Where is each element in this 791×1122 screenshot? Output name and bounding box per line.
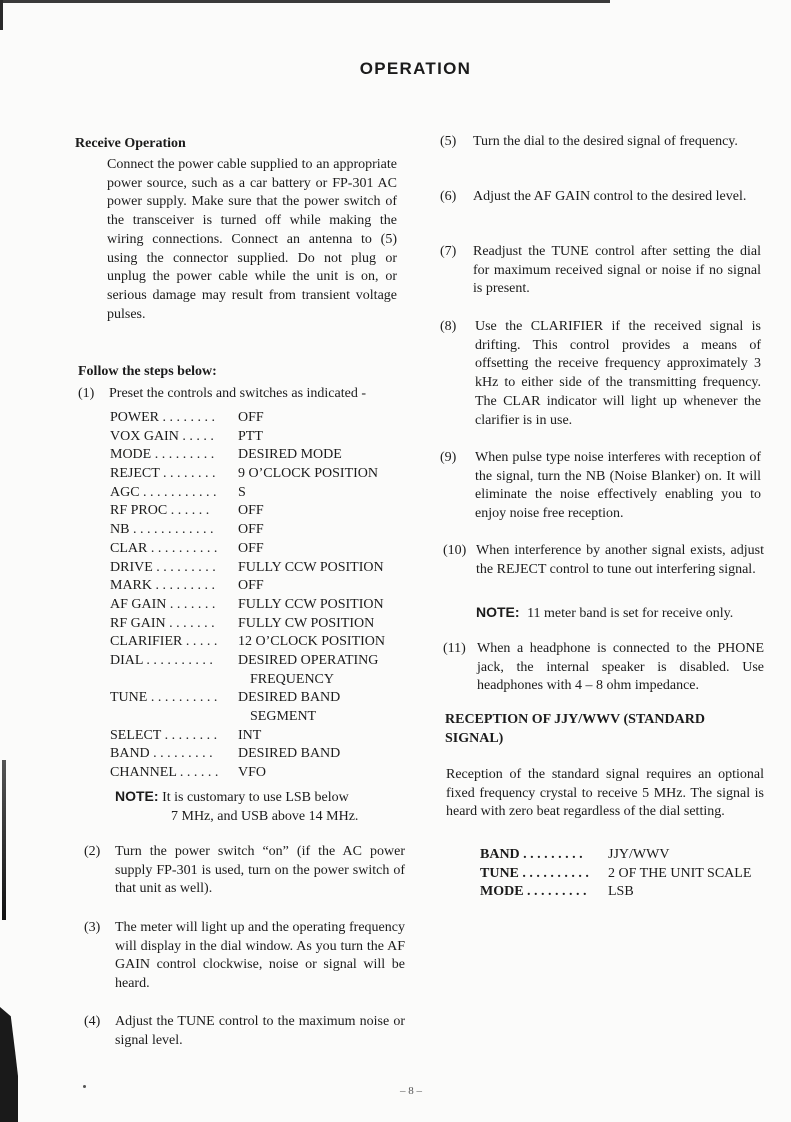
jjy-heading [445, 711, 745, 748]
control-settings-table [110, 409, 385, 783]
setting-row [110, 745, 385, 764]
setting-row [110, 521, 385, 540]
scan-edge-top [0, 0, 610, 3]
step-number: (4) [84, 1014, 101, 1029]
setting-row [110, 633, 385, 652]
setting-value: 9 O’CLOCK POSITION [238, 466, 378, 482]
setting-value: PTT [238, 428, 263, 444]
setting-label: NB . . . . . . . . . . . . [110, 522, 214, 538]
step-text: Turn the power switch “on” (if the AC power supply FP-301 is used, turn on the power switch of that unit as well). [115, 844, 405, 897]
jjy-paragraph: Reception of the standard signal requires an optional fixed frequency crystal to receive 5 MHz. The signal is heard with zero beat regardless of the dial setting. [446, 767, 764, 820]
setting-row [110, 764, 385, 783]
setting-value: DESIRED BAND [238, 746, 341, 762]
setting-value: LSB [608, 884, 634, 900]
setting-row-continued [110, 671, 385, 690]
setting-label: RF GAIN . . . . . . . [110, 615, 215, 631]
follow-steps-heading: Follow the steps below: [78, 364, 217, 379]
setting-label: DRIVE . . . . . . . . . [110, 559, 216, 575]
setting-row [110, 577, 385, 596]
note-text: It is customary to use LSB below [162, 790, 349, 805]
note-11m-band [476, 603, 776, 624]
setting-row-continued [110, 708, 385, 727]
jjy-heading-line1: RECEPTION OF JJY/WWV (STANDARD [445, 712, 705, 727]
scan-speck [83, 1085, 86, 1088]
binding-shadow [2, 760, 6, 920]
setting-label: DIAL . . . . . . . . . . [110, 652, 213, 668]
step-text: When a headphone is connected to the PHONE jack, the internal speaker is disabled. Use headphones with 4 – 8 ohm impedance. [477, 641, 764, 694]
step-text: When pulse type noise interferes with reception of the signal, turn the NB (Noise Blanker) on. It will eliminate the noise effectively enabling you to enjoy noise free reception. [475, 450, 761, 522]
setting-value: OFF [238, 522, 264, 538]
note-label: NOTE: [115, 788, 159, 804]
setting-value: FULLY CW POSITION [238, 615, 375, 631]
setting-label: REJECT . . . . . . . . [110, 466, 216, 482]
setting-label: TUNE . . . . . . . . . . [110, 690, 218, 706]
setting-value: DESIRED BAND [238, 690, 341, 706]
setting-value-continued: SEGMENT [250, 709, 317, 724]
setting-value: 2 OF THE UNIT SCALE [608, 865, 752, 881]
setting-value: DESIRED MODE [238, 447, 342, 463]
setting-row [110, 615, 385, 634]
setting-row [110, 559, 385, 578]
setting-value: DESIRED OPERATING [238, 652, 379, 668]
scan-edge-left [0, 0, 3, 30]
binding-edge [0, 1007, 18, 1122]
setting-value: JJY/WWV [608, 847, 670, 862]
note-text: 11 meter band is set for receive only. [527, 606, 734, 621]
setting-label: BAND . . . . . . . . . [110, 746, 213, 762]
step-text: Adjust the AF GAIN control to the desired level. [473, 189, 747, 204]
jjy-settings-table [480, 846, 751, 902]
setting-label: AF GAIN . . . . . . . [110, 596, 216, 612]
setting-row [110, 409, 385, 428]
setting-label: MODE . . . . . . . . . [110, 447, 215, 463]
receive-paragraph: Connect the power cable supplied to an appropriate power source, such as a car battery or FP-301 AC power supply. Make sure that the power switch of the transceiver is turned off while making the wiring connections. Connect an antenna to (5) using the connector supplied. Do not plug or unplug the power cable while the unit is on, or serious damage may result from transient voltage pulses. [107, 157, 397, 322]
step-text: Turn the dial to the desired signal of frequency. [473, 134, 738, 149]
step-text: When interference by another signal exists, adjust the REJECT control to tune out interfering signal. [476, 543, 764, 577]
step-number: (10) [443, 543, 467, 558]
receive-operation-heading: Receive Operation [75, 136, 186, 151]
setting-label: VOX GAIN . . . . . [110, 428, 214, 444]
step-number: (6) [440, 189, 457, 204]
step-text: Adjust the TUNE control to the maximum noise or signal level. [115, 1014, 405, 1048]
setting-value: VFO [238, 765, 267, 781]
setting-row [110, 502, 385, 521]
setting-label: BAND . . . . . . . . . [480, 847, 583, 862]
jjy-heading-line2: SIGNAL) [445, 730, 504, 746]
setting-value: INT [238, 727, 262, 743]
setting-label: CLARIFIER . . . . . [110, 634, 218, 650]
step-number: (2) [84, 844, 101, 859]
setting-value: OFF [238, 503, 264, 519]
step-number: (7) [440, 244, 457, 259]
setting-label: AGC . . . . . . . . . . . [110, 484, 217, 500]
setting-value: OFF [238, 578, 264, 594]
step-number: (1) [78, 386, 95, 401]
setting-value: OFF [238, 540, 264, 556]
setting-value: OFF [238, 410, 264, 425]
note-text-cont: 7 MHz, and USB above 14 MHz. [171, 808, 359, 824]
setting-value: FULLY CCW POSITION [238, 559, 384, 575]
setting-label: MARK . . . . . . . . . [110, 578, 216, 594]
setting-row [110, 652, 385, 671]
step-number: (9) [440, 450, 457, 465]
setting-row [110, 727, 385, 746]
setting-row [110, 596, 385, 615]
page-number: – 8 – [400, 1085, 422, 1097]
setting-label: CLAR . . . . . . . . . . [110, 540, 218, 556]
setting-value: S [238, 484, 246, 500]
step-number: (11) [443, 641, 466, 656]
step-text: Readjust the TUNE control after setting the dial for maximum received signal or noise if no signal is present. [473, 244, 761, 297]
setting-value-continued: FREQUENCY [250, 671, 335, 687]
step-text: The meter will light up and the operating frequency will display in the dial window. As you turn the AF GAIN control clockwise, noise or signal will be heard. [115, 920, 405, 992]
setting-row [110, 465, 385, 484]
setting-value: FULLY CCW POSITION [238, 596, 384, 612]
setting-label: TUNE . . . . . . . . . . [480, 865, 589, 881]
setting-value: 12 O’CLOCK POSITION [238, 634, 385, 650]
setting-row [110, 484, 385, 503]
setting-label: CHANNEL . . . . . . [110, 765, 219, 781]
setting-row [110, 428, 385, 447]
setting-label: SELECT . . . . . . . . [110, 727, 218, 743]
step-text: Preset the controls and switches as indicated - [109, 386, 366, 401]
setting-label: MODE . . . . . . . . . [480, 884, 587, 900]
step-number: (3) [84, 920, 101, 935]
step-number: (8) [440, 319, 457, 334]
step-number: (5) [440, 134, 457, 149]
page-title: OPERATION [359, 59, 472, 78]
setting-label: POWER . . . . . . . . [110, 410, 215, 425]
setting-row [110, 540, 385, 559]
jjy-setting-row [480, 883, 751, 902]
setting-row [110, 689, 385, 708]
setting-label: RF PROC . . . . . . [110, 503, 210, 519]
jjy-setting-row [480, 846, 751, 865]
setting-row [110, 446, 385, 465]
note-lsb-usb [115, 787, 415, 826]
note-label: NOTE: [476, 604, 520, 620]
step-text: Use the CLARIFIER if the received signal is drifting. This control provides a means of offsetting the receive frequency approximately 3 kHz to either side of the transmitting frequency. The CLAR indicator will light up whenever the clarifier is in use. [475, 319, 761, 428]
jjy-setting-row [480, 865, 751, 884]
